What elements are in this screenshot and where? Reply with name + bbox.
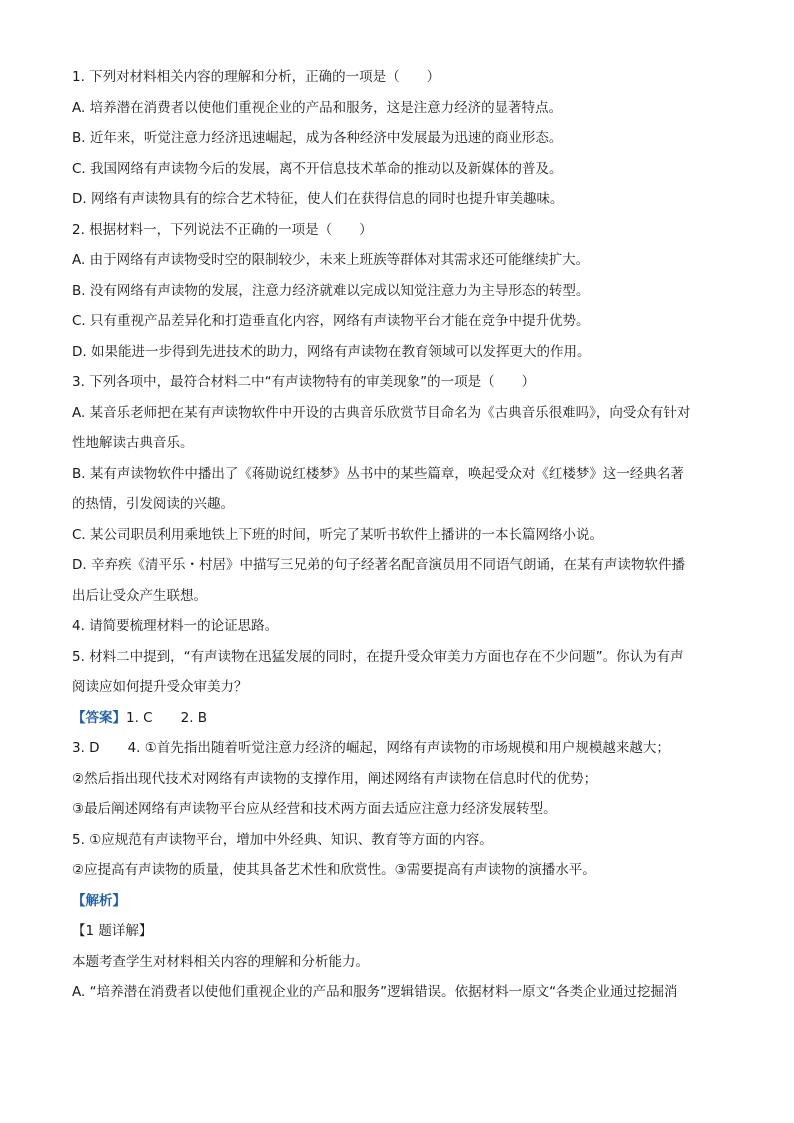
analysis-option-a: A. “培养潜在消费者以使他们重视企业的产品和服务”逻辑错误。依据材料一原文“各类企业通过挖掘消 bbox=[72, 984, 678, 1000]
document-page bbox=[72, 62, 722, 1008]
question-3-option-c: C. 某公司职员利用乘地铁上下班的时间，听完了某听书软件上播讲的一本长篇网络小说。 bbox=[72, 526, 604, 543]
question-3-option-d-line2: 出后让受众产生联想。 bbox=[72, 587, 207, 604]
answer-2: 2. B bbox=[180, 709, 208, 726]
answer-line-1 bbox=[72, 703, 722, 734]
question-1-option-d: D. 网络有声读物具有的综合艺术特征，使人们在获得信息的同时也提升审美趣味。 bbox=[72, 191, 564, 207]
answer-label: 【答案】 bbox=[72, 709, 126, 726]
question-3-option-d-line1: D. 辛弃疾《清平乐・村居》中描写三兄弟的句子经著名配音演员用不同语气朗诵，在某有声读物软件播 bbox=[72, 557, 685, 573]
question-2-option-c: C. 只有重视产品差异化和打造垂直化内容，网络有声读物平台才能在竞争中提升优势。 bbox=[72, 313, 590, 329]
answer-4-part3: ③最后阐述网络有声读物平台应从经营和技术两方面去适应注意力经济发展转型。 bbox=[72, 801, 557, 817]
answer-1: 1. C bbox=[126, 709, 153, 726]
analysis-label: 【解析】 bbox=[72, 892, 126, 909]
analysis-subhead-q1: 【1 题详解】 bbox=[72, 923, 153, 939]
answer-4-part1: 4. ①首先指出随着听觉注意力经济的崛起，网络有声读物的市场规模和用户规模越来越大； bbox=[127, 740, 670, 756]
question-3-stem: 3. 下列各项中，最符合材料二中“有声读物特有的审美现象”的一项是（ ） bbox=[72, 374, 536, 390]
answer-4-part2: ②然后指出现代技术对网络有声读物的支撑作用，阐述网络有声读物在信息时代的优势； bbox=[72, 770, 598, 787]
answer-3: 3. D bbox=[72, 740, 100, 756]
question-1-option-c: C. 我国网络有声读物今后的发展，离不开信息技术革命的推动以及新媒体的普及。 bbox=[72, 160, 563, 177]
question-5-stem-line1: 5. 材料二中提到，“有声读物在迅猛发展的同时，在提升受众审美力方面也存在不少问题”。你认为有声 bbox=[72, 648, 684, 665]
answer-5-part1: 5. ①应规范有声读物平台，增加中外经典、知识、教育等方面的内容。 bbox=[72, 831, 493, 848]
question-1-option-b: B. 近年来，听觉注意力经济迅速崛起，成为各种经济中发展最为迅速的商业形态。 bbox=[72, 130, 563, 146]
question-3-option-b-line1: B. 某有声读物软件中播出了《蒋勋说红楼梦》丛书中的某些篇章，唤起受众对《红楼梦》这一经典名著 bbox=[72, 465, 684, 482]
answer-line-2 bbox=[72, 733, 722, 764]
question-3-option-a-line2: 性地解读古典音乐。 bbox=[72, 435, 194, 451]
question-1-option-a: A. 培养潜在消费者以使他们重视企业的产品和服务，这是注意力经济的显著特点。 bbox=[72, 99, 563, 116]
analysis-intro: 本题考查学生对材料相关内容的理解和分析能力。 bbox=[72, 953, 369, 970]
question-2-option-a: A. 由于网络有声读物受时空的限制较少，未来上班族等群体对其需求还可能继续扩大。 bbox=[72, 252, 590, 268]
answer-5-part2: ②应提高有声读物的质量，使其具备艺术性和欣赏性。③需要提高有声读物的演播水平。 bbox=[72, 862, 596, 878]
question-5-stem-line2: 阅读应如何提升受众审美力？ bbox=[72, 679, 248, 695]
question-3-option-b-line2: 的热情，引发阅读的兴趣。 bbox=[72, 496, 234, 512]
question-1-stem: 1. 下列对材料相关内容的理解和分析，正确的一项是（ ） bbox=[72, 69, 441, 85]
question-2-option-b: B. 没有网络有声读物的发展，注意力经济就难以完成以知觉注意力为主导形态的转型。 bbox=[72, 282, 590, 299]
question-4-stem: 4. 请简要梳理材料一的论证思路。 bbox=[72, 618, 279, 634]
question-3-option-a-line1: A. 某音乐老师把在某有声读物软件中开设的古典音乐欣赏节目命名为《古典音乐很难吗》，向受众有针对 bbox=[72, 404, 691, 421]
question-2-option-d: D. 如果能进一步得到先进技术的助力，网络有声读物在教育领域可以发挥更大的作用。 bbox=[72, 343, 591, 360]
question-2-stem: 2. 根据材料一，下列说法不正确的一项是（ ） bbox=[72, 221, 373, 238]
